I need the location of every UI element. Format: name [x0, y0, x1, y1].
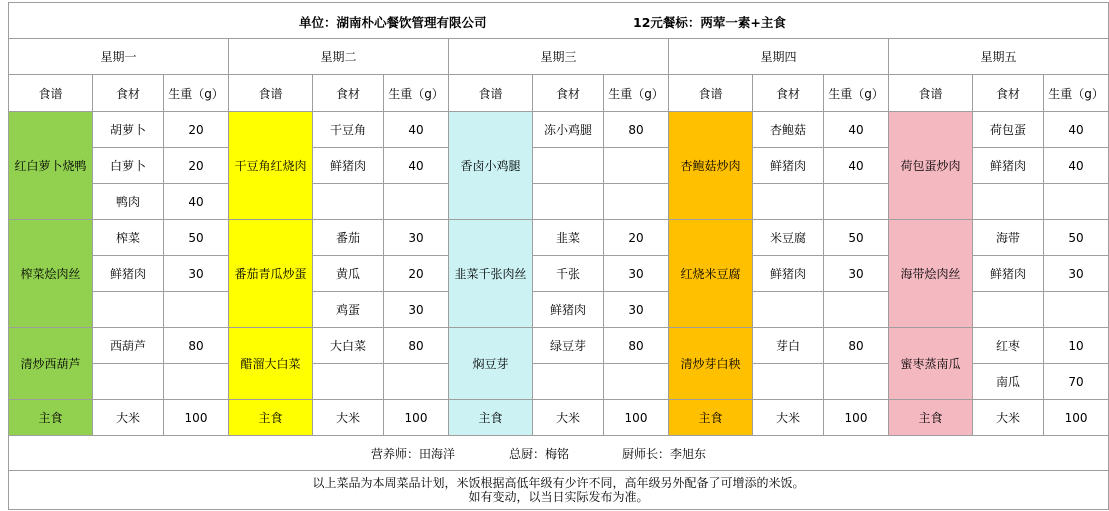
chef-manager: 厨师长：李旭东 — [622, 447, 707, 461]
weight-cell: 40 — [824, 112, 889, 148]
day-header-tue: 星期二 — [229, 39, 449, 75]
nutritionist: 营养师：田海洋 — [371, 447, 456, 461]
ingredient-cell: 榨菜 — [93, 220, 164, 256]
weight-header-thu: 生重（g） — [824, 75, 889, 112]
weight-cell: 80 — [384, 328, 449, 364]
staple-label-tue: 主食 — [229, 400, 313, 436]
weight-cell: 30 — [164, 256, 229, 292]
weight-cell: 50 — [164, 220, 229, 256]
weight-cell: 20 — [164, 112, 229, 148]
weight-cell: 30 — [384, 292, 449, 328]
weight-cell: 30 — [604, 256, 669, 292]
dish-name-tue-1: 干豆角红烧肉 — [229, 112, 313, 220]
ingredient-cell: 黄瓜 — [313, 256, 384, 292]
ingredient-cell: 鸭肉 — [93, 184, 164, 220]
weight-cell — [164, 292, 229, 328]
dish-name-wed-2: 韭菜千张肉丝 — [449, 220, 533, 328]
day-header-wed: 星期三 — [449, 39, 669, 75]
staple-item-fri: 大米 — [973, 400, 1044, 436]
weight-cell: 40 — [164, 184, 229, 220]
ingredient-cell — [753, 364, 824, 400]
ingredient-cell — [973, 184, 1044, 220]
ingredient-cell: 白萝卜 — [93, 148, 164, 184]
weight-cell: 80 — [604, 328, 669, 364]
weekly-menu-table — [8, 2, 1109, 510]
ingredient-cell: 芽白 — [753, 328, 824, 364]
weight-cell — [164, 364, 229, 400]
staple-item-wed: 大米 — [533, 400, 604, 436]
weight-header-fri: 生重（g） — [1044, 75, 1109, 112]
weight-cell: 80 — [604, 112, 669, 148]
staple-weight-fri: 100 — [1044, 400, 1109, 436]
weight-cell: 40 — [1044, 112, 1109, 148]
ingredient-header-tue: 食材 — [313, 75, 384, 112]
staple-item-tue: 大米 — [313, 400, 384, 436]
ingredient-cell: 海带 — [973, 220, 1044, 256]
dish-name-wed-3: 焖豆芽 — [449, 328, 533, 400]
ingredient-cell: 胡萝卜 — [93, 112, 164, 148]
ingredient-cell: 鲜猪肉 — [973, 256, 1044, 292]
weight-cell — [384, 364, 449, 400]
weight-cell — [1044, 184, 1109, 220]
recipe-header-mon: 食谱 — [9, 75, 93, 112]
staple-label-fri: 主食 — [889, 400, 973, 436]
weight-cell: 10 — [1044, 328, 1109, 364]
weight-cell: 40 — [824, 148, 889, 184]
ingredient-cell: 西葫芦 — [93, 328, 164, 364]
staple-weight-tue: 100 — [384, 400, 449, 436]
ingredient-header-wed: 食材 — [533, 75, 604, 112]
ingredient-cell: 大白菜 — [313, 328, 384, 364]
weight-cell — [824, 364, 889, 400]
ingredient-cell — [533, 184, 604, 220]
weight-cell: 40 — [384, 112, 449, 148]
dish-name-mon-1: 红白萝卜烧鸭 — [9, 112, 93, 220]
ingredient-cell: 鲜猪肉 — [93, 256, 164, 292]
staple-label-mon: 主食 — [9, 400, 93, 436]
dish-name-fri-2: 海带烩肉丝 — [889, 220, 973, 328]
weight-header-mon: 生重（g） — [164, 75, 229, 112]
weight-cell — [604, 148, 669, 184]
weight-cell: 30 — [604, 292, 669, 328]
ingredient-cell: 千张 — [533, 256, 604, 292]
weight-cell — [824, 184, 889, 220]
weight-cell: 80 — [164, 328, 229, 364]
weight-cell — [604, 364, 669, 400]
ingredient-cell: 鲜猪肉 — [533, 292, 604, 328]
recipe-header-thu: 食谱 — [669, 75, 753, 112]
recipe-header-fri: 食谱 — [889, 75, 973, 112]
dish-name-thu-1: 杏鲍菇炒肉 — [669, 112, 753, 220]
weight-cell: 40 — [1044, 148, 1109, 184]
weight-cell: 20 — [384, 256, 449, 292]
dish-name-mon-2: 榨菜烩肉丝 — [9, 220, 93, 328]
ingredient-cell — [93, 292, 164, 328]
staple-item-thu: 大米 — [753, 400, 824, 436]
ingredient-cell — [93, 364, 164, 400]
weight-cell — [1044, 292, 1109, 328]
weight-cell: 20 — [164, 148, 229, 184]
ingredient-cell: 鲜猪肉 — [753, 148, 824, 184]
staple-item-mon: 大米 — [93, 400, 164, 436]
ingredient-cell: 鲜猪肉 — [753, 256, 824, 292]
ingredient-cell: 南瓜 — [973, 364, 1044, 400]
weight-header-wed: 生重（g） — [604, 75, 669, 112]
staple-weight-mon: 100 — [164, 400, 229, 436]
weight-cell — [384, 184, 449, 220]
staple-label-thu: 主食 — [669, 400, 753, 436]
ingredient-header-mon: 食材 — [93, 75, 164, 112]
ingredient-cell — [533, 364, 604, 400]
note-line-1: 以上菜品为本周菜品计划，米饭根据高低年级有少许不同，高年级另外配备了可增添的米饭。 — [312, 476, 805, 490]
ingredient-cell: 干豆角 — [313, 112, 384, 148]
weight-cell: 30 — [384, 220, 449, 256]
weight-cell — [824, 292, 889, 328]
notes-cell — [9, 471, 1109, 510]
dish-name-wed-1: 香卤小鸡腿 — [449, 112, 533, 220]
recipe-header-tue: 食谱 — [229, 75, 313, 112]
ingredient-cell: 鲜猪肉 — [973, 148, 1044, 184]
weight-cell: 50 — [1044, 220, 1109, 256]
weight-header-tue: 生重（g） — [384, 75, 449, 112]
ingredient-cell: 绿豆芽 — [533, 328, 604, 364]
ingredient-cell: 米豆腐 — [753, 220, 824, 256]
dish-name-fri-3: 蜜枣蒸南瓜 — [889, 328, 973, 400]
ingredient-cell: 荷包蛋 — [973, 112, 1044, 148]
day-header-thu: 星期四 — [669, 39, 889, 75]
staple-label-wed: 主食 — [449, 400, 533, 436]
ingredient-cell: 番茄 — [313, 220, 384, 256]
ingredient-cell: 红枣 — [973, 328, 1044, 364]
ingredient-header-fri: 食材 — [973, 75, 1044, 112]
ingredient-cell: 冻小鸡腿 — [533, 112, 604, 148]
ingredient-cell: 鸡蛋 — [313, 292, 384, 328]
weight-cell: 30 — [1044, 256, 1109, 292]
recipe-header-wed: 食谱 — [449, 75, 533, 112]
weight-cell — [604, 184, 669, 220]
day-header-fri: 星期五 — [889, 39, 1109, 75]
dish-name-thu-3: 清炒芽白秧 — [669, 328, 753, 400]
ingredient-cell — [753, 292, 824, 328]
ingredient-cell: 鲜猪肉 — [313, 148, 384, 184]
day-header-mon: 星期一 — [9, 39, 229, 75]
weight-cell: 40 — [384, 148, 449, 184]
ingredient-cell: 杏鲍菇 — [753, 112, 824, 148]
staple-weight-wed: 100 — [604, 400, 669, 436]
ingredient-cell — [533, 148, 604, 184]
ingredient-cell — [753, 184, 824, 220]
ingredient-cell — [973, 292, 1044, 328]
ingredient-cell — [313, 184, 384, 220]
dish-name-mon-3: 清炒西葫芦 — [9, 328, 93, 400]
company-unit: 单位：湖南朴心餐饮管理有限公司 — [299, 15, 487, 30]
ingredient-cell — [313, 364, 384, 400]
dish-name-fri-1: 荷包蛋炒肉 — [889, 112, 973, 220]
weight-cell: 50 — [824, 220, 889, 256]
title-cell — [9, 3, 1109, 39]
dish-name-tue-3: 醋溜大白菜 — [229, 328, 313, 400]
weight-cell: 70 — [1044, 364, 1109, 400]
dish-name-thu-2: 红烧米豆腐 — [669, 220, 753, 328]
dish-name-tue-2: 番茄青瓜炒蛋 — [229, 220, 313, 328]
staff-cell — [9, 436, 1109, 471]
weight-cell: 30 — [824, 256, 889, 292]
meal-standard: 12元餐标：两荤一素+主食 — [633, 15, 786, 30]
note-line-2: 如有变动，以当日实际发布为准。 — [468, 490, 649, 504]
staple-weight-thu: 100 — [824, 400, 889, 436]
ingredient-cell: 韭菜 — [533, 220, 604, 256]
head-chef: 总厨：梅铭 — [509, 447, 570, 461]
weight-cell: 20 — [604, 220, 669, 256]
ingredient-header-thu: 食材 — [753, 75, 824, 112]
weight-cell: 80 — [824, 328, 889, 364]
